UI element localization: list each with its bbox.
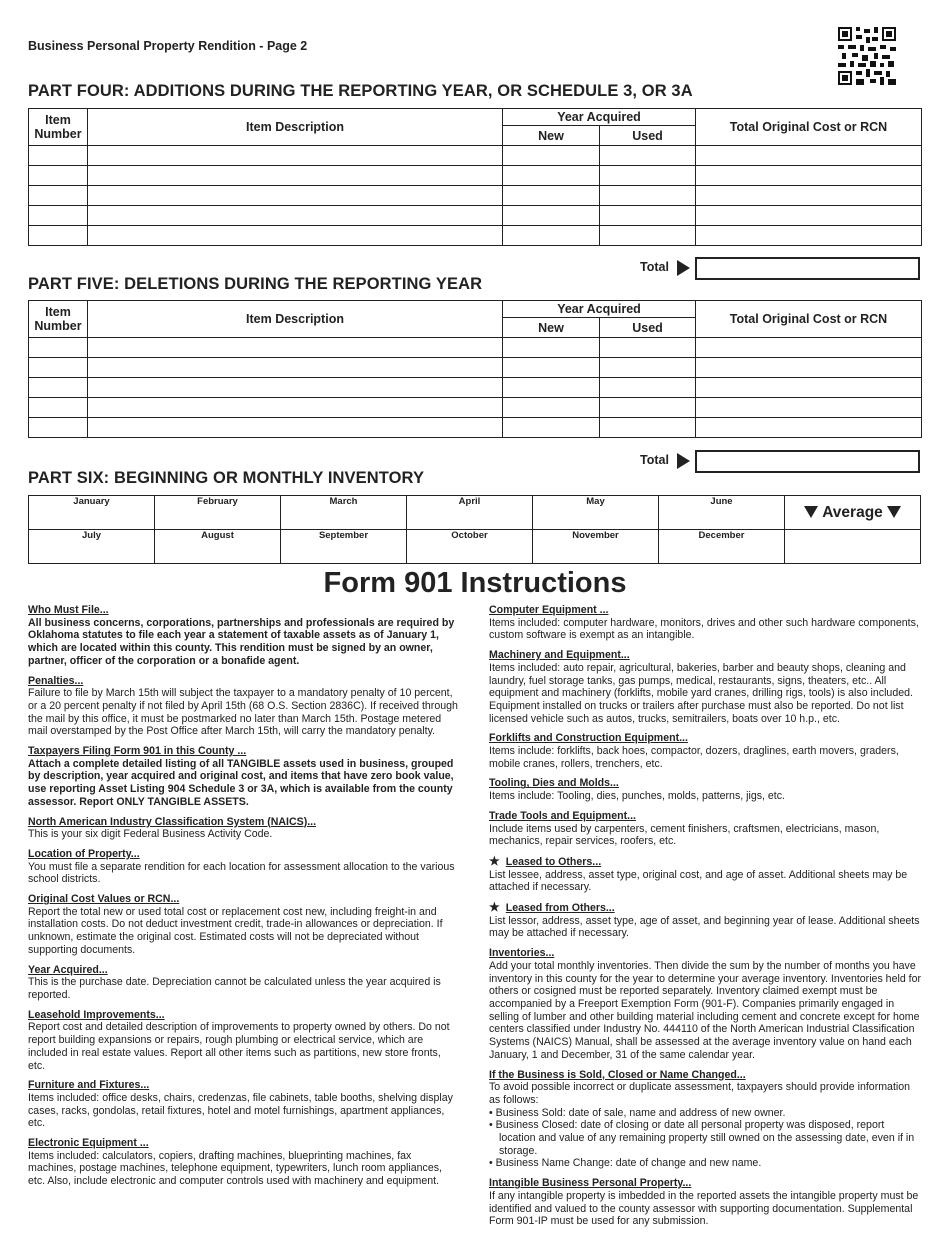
instruction-section-leased-from-others	[489, 901, 923, 940]
instruction-section-original-cost-values-or-rcn	[28, 893, 458, 957]
list-item	[489, 1107, 923, 1120]
list-item	[489, 1157, 923, 1170]
item-description-field[interactable]	[88, 206, 503, 226]
total-cost-field[interactable]	[696, 206, 922, 226]
qr-code-icon	[838, 27, 896, 85]
total-cost-field[interactable]	[696, 186, 922, 206]
year-new-field[interactable]	[503, 418, 600, 438]
year-used-field[interactable]	[600, 378, 696, 398]
item-number-field[interactable]	[29, 166, 88, 186]
average-label: Average	[822, 503, 883, 521]
instruction-section-penalties	[28, 675, 458, 739]
table-row	[29, 378, 922, 398]
section-body: Items include: Tooling, dies, punches, molds, patterns, jigs, etc.	[489, 790, 785, 803]
item-number-header: Item Number	[29, 109, 88, 146]
instruction-section-location-of-property	[28, 848, 458, 886]
month-july[interactable]: July	[29, 530, 155, 564]
item-description-field[interactable]	[88, 358, 503, 378]
month-march[interactable]: March	[281, 496, 407, 530]
section-heading: Who Must File...	[28, 604, 109, 616]
list-item	[489, 1119, 923, 1157]
month-april[interactable]: April	[407, 496, 533, 530]
total-label: Total	[640, 453, 669, 467]
section-body: Report cost and detailed description of improvements to property owned by others. Do not report building expansions or repairs, rough plumbing or electrical service, which are included in real estate values. Report all other items such as partitions, new store fronts, etc.	[28, 1021, 450, 1072]
table-row	[29, 358, 922, 378]
month-june[interactable]: June	[659, 496, 785, 530]
item-number-field[interactable]	[29, 146, 88, 166]
instruction-section-leasehold-improvements	[28, 1009, 458, 1073]
instruction-section-year-acquired	[28, 964, 458, 1002]
instruction-section-who-must-file	[28, 604, 458, 668]
page-title: Business Personal Property Rendition - Page 2	[28, 39, 308, 53]
average-field[interactable]	[785, 530, 921, 564]
total-cost-field[interactable]	[696, 226, 922, 246]
part-four-total-field[interactable]	[695, 257, 920, 280]
triangle-down-icon	[887, 506, 901, 518]
instructions-left-column	[28, 604, 458, 1195]
arrow-right-icon	[677, 453, 690, 469]
section-heading: Tooling, Dies and Molds...	[489, 777, 619, 790]
instruction-section-computer-equipment	[489, 604, 923, 642]
item-description-field[interactable]	[88, 166, 503, 186]
average-header	[785, 496, 921, 530]
section-body: Report the total new or used total cost or replacement cost new, including freight-in and installation costs. Do not deduct investment credit, trade-in allowances or depreciation. If unknown, estimate the original cost. Estimated costs will not be depreciated without supporting documents.	[28, 905, 443, 956]
year-new-field[interactable]	[503, 186, 600, 206]
item-description-field[interactable]	[88, 146, 503, 166]
year-used-field[interactable]	[600, 418, 696, 438]
item-number-field[interactable]	[29, 398, 88, 418]
part-five-total-field[interactable]	[695, 450, 920, 473]
section-body: Attach a complete detailed listing of all TANGIBLE assets used in business, grouped by description, year acquired and original cost, and items that have zero book value, use reporting Asset Listing 904 Schedule 3 or 3A, which is available from the county assessor. Report ONLY TANGIBLE ASSETS.	[28, 757, 454, 808]
part-five-title: PART FIVE: DELETIONS DURING THE REPORTING YEAR	[28, 275, 483, 293]
year-new-field[interactable]	[503, 358, 600, 378]
section-heading: Year Acquired...	[28, 963, 108, 976]
year-used-field[interactable]	[600, 358, 696, 378]
bullet-text: Business Name Change: date of change and new name.	[495, 1157, 762, 1170]
new-header: New	[503, 126, 600, 146]
table-row	[29, 418, 922, 438]
instruction-section-electronic-equipment	[28, 1137, 458, 1188]
new-header: New	[503, 318, 600, 338]
instruction-section-leased-to-others	[489, 855, 923, 894]
section-heading: Taxpayers Filing Form 901 in this County ...	[28, 745, 247, 758]
section-heading: Trade Tools and Equipment...	[489, 809, 636, 822]
year-new-field[interactable]	[503, 226, 600, 246]
item-number-field[interactable]	[29, 378, 88, 398]
item-number-field[interactable]	[29, 206, 88, 226]
year-used-field[interactable]	[600, 338, 696, 358]
instruction-section-machinery-and-equipment	[489, 649, 923, 725]
part-six-title: PART SIX: BEGINNING OR MONTHLY INVENTORY	[28, 469, 425, 487]
section-heading: Penalties...	[28, 674, 84, 687]
total-cost-field[interactable]	[696, 166, 922, 186]
item-number-header: Item Number	[29, 301, 88, 338]
item-description-header: Item Description	[88, 301, 503, 338]
item-number-field[interactable]	[29, 418, 88, 438]
year-used-field[interactable]	[600, 206, 696, 226]
instruction-section-north-american-industry-classification-system-naics	[28, 816, 458, 841]
section-body: Items included: calculators, copiers, drafting machines, blueprinting machines, fax machines, postage machines, telephone equipment, typewriters, lunch room appliances, etc. Also, include electronic and computer controls used with machinery and equipment.	[28, 1149, 442, 1188]
section-body: To avoid possible incorrect or duplicate assessment, taxpayers should provide information as follows:	[489, 1081, 911, 1106]
instruction-section-if-the-business-is-sold-closed-or-name-changed	[489, 1069, 923, 1171]
item-number-field[interactable]	[29, 186, 88, 206]
instruction-section-furniture-and-fixtures	[28, 1079, 458, 1130]
item-description-field[interactable]	[88, 398, 503, 418]
bullet-list	[489, 1107, 923, 1171]
section-body: All business concerns, corporations, partnerships and professionals are required by Oklahoma statutes to file each year a statement of taxable assets as of January 1, which are located within this county. This rendition must be signed by an owner, partner, officer of the corporation or a bonafide agent.	[28, 616, 455, 667]
section-heading: If the Business is Sold, Closed or Name Changed...	[489, 1068, 746, 1081]
instruction-section-inventories	[489, 947, 923, 1061]
section-body: Items included: auto repair, agricultural, bakeries, barber and beauty shops, cleaning and laundry, fuel storage tanks, gas pumps, medical, restaurants, signs, theaters, etc.. All equipment and machinery (forklifts, mobile yard cranes, drilling rigs, tools) is also included. Equipment installed on trucks or trailers after purchase must also be reported. Do not list licensed vehicle such as autos, trucks, semitrailers, boats over 10 h.p., etc.	[489, 661, 913, 725]
total-cost-field[interactable]	[696, 358, 922, 378]
arrow-right-icon	[677, 260, 690, 276]
star-icon: ★	[489, 900, 500, 915]
month-november[interactable]: November	[533, 530, 659, 564]
item-description-field[interactable]	[88, 186, 503, 206]
table-row	[29, 398, 922, 418]
section-heading: Intangible Business Personal Property...	[489, 1177, 692, 1190]
instructions-title: Form 901 Instructions	[323, 567, 627, 599]
instruction-section-intangible-business-personal-property	[489, 1177, 923, 1228]
bullet-icon: •	[489, 1106, 496, 1119]
total-cost-header: Total Original Cost or RCN	[696, 109, 922, 146]
month-january[interactable]: January	[29, 496, 155, 530]
year-used-field[interactable]	[600, 226, 696, 246]
table-row	[29, 146, 922, 166]
section-heading: Original Cost Values or RCN...	[28, 893, 180, 906]
section-heading: Machinery and Equipment...	[489, 649, 630, 662]
table-row	[29, 338, 922, 358]
year-new-field[interactable]	[503, 338, 600, 358]
inventory-table	[28, 495, 921, 564]
section-body: List lessor, address, asset type, age of asset, and beginning year of lease. Additional sheets may be attached if necessary.	[489, 914, 920, 940]
section-heading: Leasehold Improvements...	[28, 1008, 165, 1021]
bullet-icon: •	[489, 1119, 496, 1132]
month-may[interactable]: May	[533, 496, 659, 530]
year-new-field[interactable]	[503, 398, 600, 418]
section-heading: Leased to Others...	[505, 855, 602, 868]
year-used-field[interactable]	[600, 146, 696, 166]
triangle-down-icon	[804, 506, 818, 518]
section-body: Items included: computer hardware, monitors, drives and other such hardware components, custom software is exempt as an intangible.	[489, 616, 919, 642]
section-body: List lessee, address, asset type, original cost, and age of asset. Additional sheets may be attached if necessary.	[489, 868, 908, 894]
table-row	[29, 166, 922, 186]
year-acquired-header: Year Acquired	[503, 109, 696, 126]
section-body: Add your total monthly inventories. Then divide the sum by the number of months you have inventory in this county for the year to determine your average inventory. Inventories held for others or cosigned must be reported separately. Inventory claimed exempt must be accompanied by a Freeport Exemption Form (901-F). Companies primarily engaged in selling of lumber and other building material including cement and concrete except for home centers classified under Industry No. 444110 of the North American Industrial Classification Systems (NAICS) Manual, shall be assessed at the average inventory value on hand each January, 1 and December, 31 of the same calendar year.	[489, 959, 922, 1061]
table-row	[29, 186, 922, 206]
part-four-title: PART FOUR: ADDITIONS DURING THE REPORTING YEAR, OR SCHEDULE 3, OR 3A	[28, 82, 693, 100]
bullet-icon: •	[489, 1157, 496, 1170]
item-description-field[interactable]	[88, 418, 503, 438]
item-description-field[interactable]	[88, 226, 503, 246]
section-body: Include items used by carpenters, cement finishers, craftsmen, electricians, mason, mechanics, repair services, roofers, etc.	[489, 822, 880, 848]
total-cost-field[interactable]	[696, 418, 922, 438]
section-body: This is the purchase date. Depreciation cannot be calculated unless the year acquired is reported.	[28, 976, 441, 1001]
table-row	[29, 226, 922, 246]
year-new-field[interactable]	[503, 206, 600, 226]
section-heading: Electronic Equipment ...	[28, 1137, 149, 1150]
year-new-field[interactable]	[503, 378, 600, 398]
year-new-field[interactable]	[503, 146, 600, 166]
section-heading: Computer Equipment ...	[489, 604, 609, 616]
year-used-field[interactable]	[600, 398, 696, 418]
used-header: Used	[600, 126, 696, 146]
instruction-section-taxpayers-filing-form-901-in-this-county	[28, 745, 458, 809]
used-header: Used	[600, 318, 696, 338]
month-february[interactable]: February	[155, 496, 281, 530]
section-body: You must file a separate rendition for each location for assessment allocation to the various school districts.	[28, 860, 455, 886]
total-label: Total	[640, 260, 669, 274]
month-october[interactable]: October	[407, 530, 533, 564]
year-used-field[interactable]	[600, 166, 696, 186]
total-cost-field[interactable]	[696, 146, 922, 166]
section-body: Items included: office desks, chairs, credenzas, file cabinets, table booths, shelving display cases, racks, gondolas, retail fixtures, hotel and motel furnishings, apartment appliances, etc.	[28, 1091, 453, 1130]
section-heading: North American Industry Classification System (NAICS)...	[28, 815, 317, 828]
item-description-field[interactable]	[88, 378, 503, 398]
section-heading: Location of Property...	[28, 847, 140, 860]
section-body: If any intangible property is imbedded in the reported assets the intangible property must be identified and valued to the county assessor with supporting documentation. Supplemental Form 901-IP must be used for any submission.	[489, 1189, 919, 1228]
bullet-text: Business Sold: date of sale, name and address of new owner.	[495, 1106, 786, 1119]
total-cost-field[interactable]	[696, 338, 922, 358]
total-cost-header: Total Original Cost or RCN	[696, 301, 922, 338]
month-december[interactable]: December	[659, 530, 785, 564]
total-cost-field[interactable]	[696, 378, 922, 398]
year-used-field[interactable]	[600, 186, 696, 206]
section-heading: Leased from Others...	[505, 902, 615, 915]
part-four-total	[640, 257, 921, 279]
part-four-table	[28, 108, 922, 246]
part-five-table	[28, 300, 922, 438]
item-description-field[interactable]	[88, 338, 503, 358]
year-acquired-header: Year Acquired	[503, 301, 696, 318]
instruction-section-forklifts-and-construction-equipment	[489, 732, 923, 770]
item-number-field[interactable]	[29, 226, 88, 246]
item-number-field[interactable]	[29, 338, 88, 358]
section-body: This is your six digit Federal Business Activity Code.	[28, 828, 273, 841]
section-heading: Furniture and Fixtures...	[28, 1079, 150, 1092]
part-five-total	[640, 450, 921, 472]
star-icon: ★	[489, 853, 500, 868]
total-cost-field[interactable]	[696, 398, 922, 418]
year-new-field[interactable]	[503, 166, 600, 186]
table-row	[29, 206, 922, 226]
section-body: Items include: forklifts, back hoes, compactor, dozers, draglines, earth movers, graders, mobile cranes, rollers, trenchers, etc.	[489, 745, 899, 770]
instruction-section-trade-tools-and-equipment	[489, 810, 923, 848]
section-heading: Forklifts and Construction Equipment...	[489, 732, 688, 745]
item-description-header: Item Description	[88, 109, 503, 146]
month-august[interactable]: August	[155, 530, 281, 564]
month-september[interactable]: September	[281, 530, 407, 564]
instructions-right-column	[489, 604, 923, 1235]
bullet-text: Business Closed: date of closing or date all personal property was disposed, report location and value of any remaining property still owned on the assessing date, even if in storage.	[495, 1119, 915, 1157]
item-number-field[interactable]	[29, 358, 88, 378]
instruction-section-tooling-dies-and-molds	[489, 777, 923, 802]
section-heading: Inventories...	[489, 947, 555, 960]
section-body: Failure to file by March 15th will subject the taxpayer to a mandatory penalty of 10 percent, or a 20 percent penalty if not filed by April 15th (68 O.S. Section 2836C). If received through the mail by this office, it must be postmarked no later than March 15th. Postage metered mail overstamped by the Post Office after March 15th, will carry the mandatory penalty.	[28, 687, 458, 738]
